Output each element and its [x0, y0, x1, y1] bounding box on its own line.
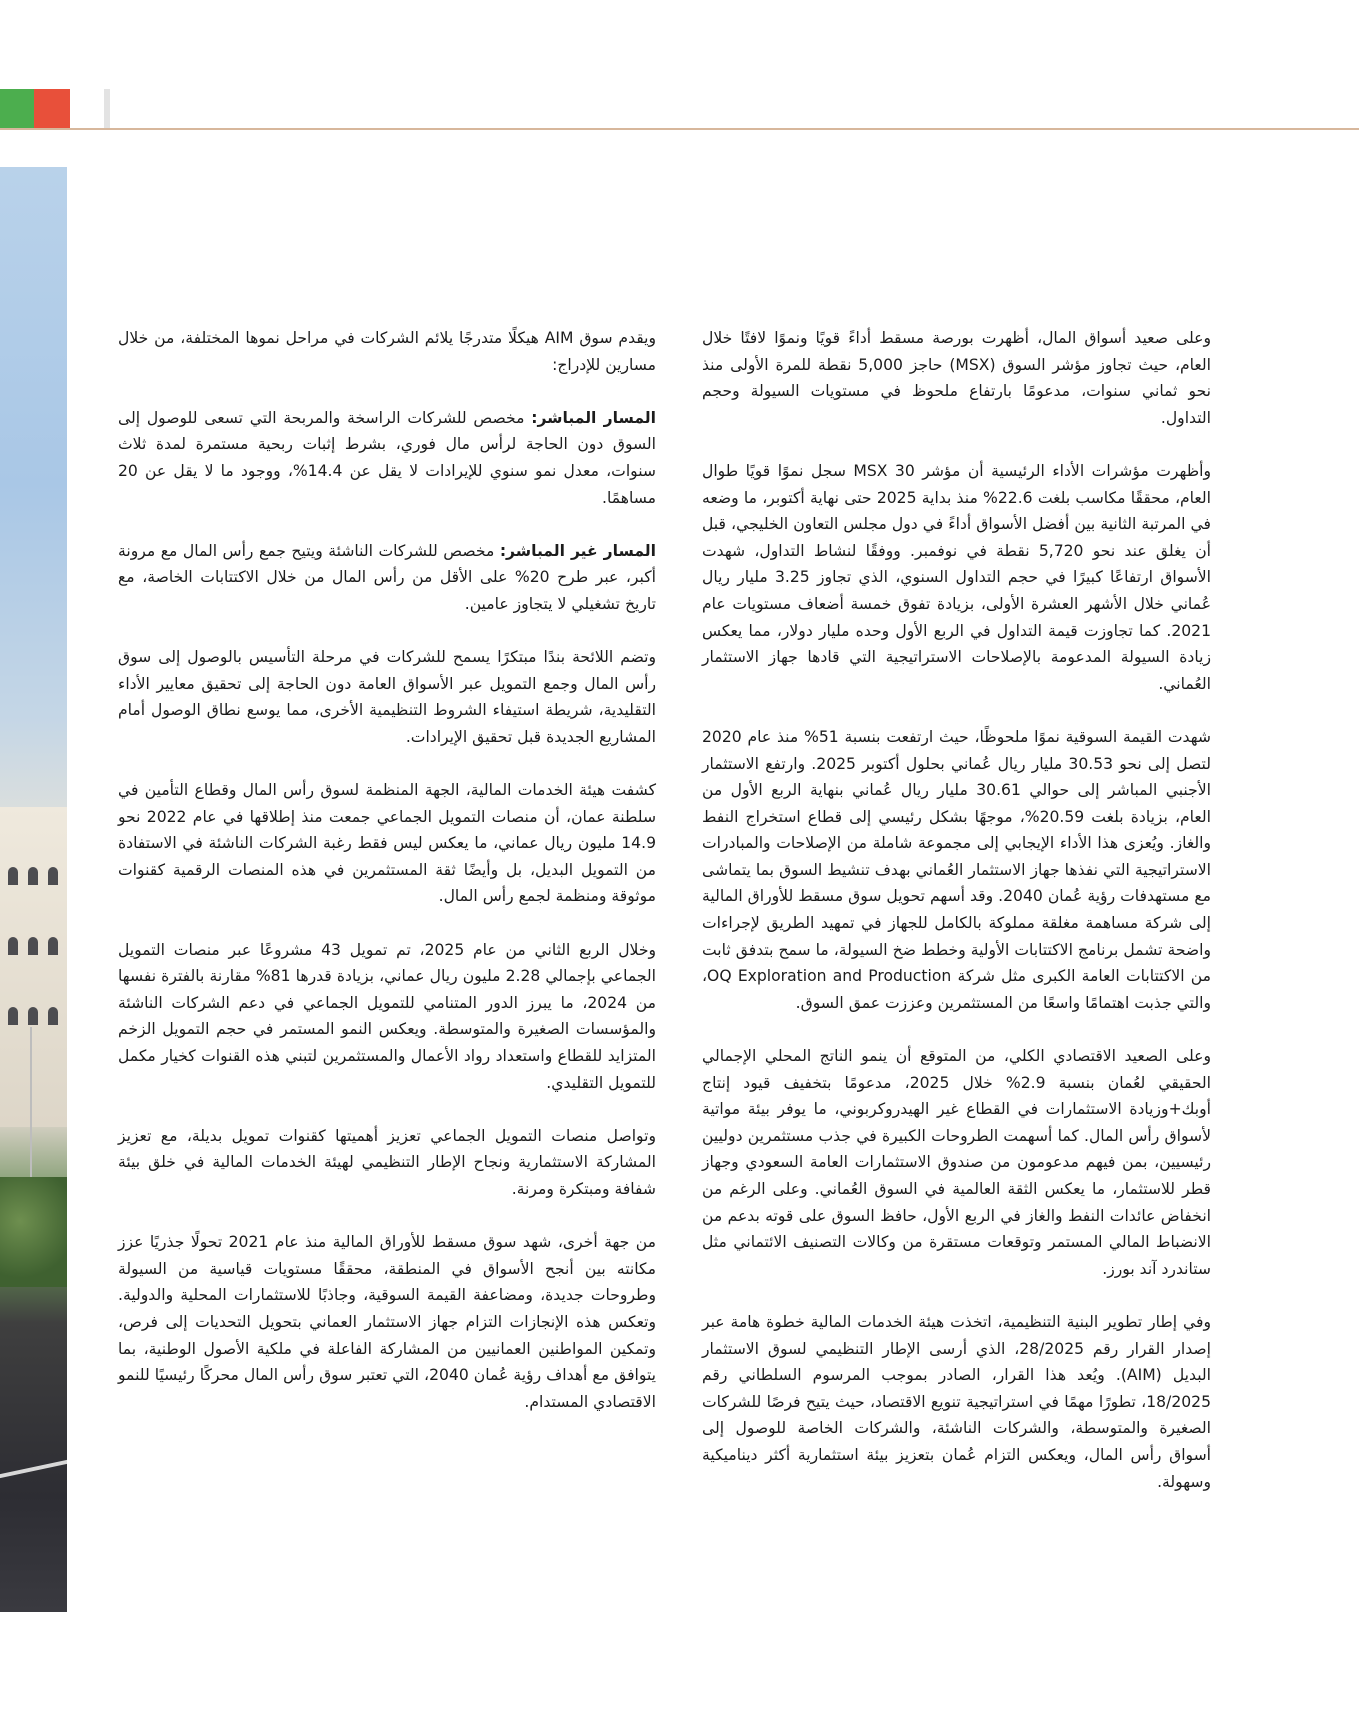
photo-tree	[0, 1177, 67, 1287]
paragraph: من جهة أخرى، شهد سوق مسقط للأوراق المالية منذ عام 2021 تحولًا جذريًا عزز مكانته بين أنجح الأسواق في المنطقة، محققًا مستويات قياسية من السيولة وطروحات جديدة، ومضاعفة القيمة السوقية، وجاذبًا للاستثمارات المحلية والدولية. وتعكس هذه الإنجازات التزام جهاز الاستثمار العماني بتحويل التحديات إلى فرص، وتمكين المواطنين العمانيين من المشاركة الفاعلة في ملكية الأصول الوطنية، بما يتوافق مع أهداف رؤية عُمان 2040، التي تعتبر سوق رأس المال محركًا رئيسيًا للنمو الاقتصادي المستدام.	[118, 1233, 656, 1411]
photo-window	[28, 937, 38, 955]
header-red-block	[34, 89, 70, 129]
right-text-column	[702, 325, 1211, 1522]
photo-window	[48, 937, 58, 955]
photo-window	[8, 1007, 18, 1025]
paragraph-direct-track	[118, 405, 656, 511]
direct-track-text: مخصص للشركات الراسخة والمربحة التي تسعى للوصول إلى السوق دون الحاجة لرأس مال فوري، بشرط إثبات ربحية مستمرة لمدة ثلاث سنوات، معدل نمو سنوي للإيرادات لا يقل عن 14.4%، ووجود ما لا يقل عن 20 مساهمًا.	[118, 408, 656, 507]
paragraph: وعلى الصعيد الاقتصادي الكلي، من المتوقع أن ينمو الناتج المحلي الإجمالي الحقيقي لعُمان بنسبة 2.9% خلال 2025، مدعومًا بتخفيف قيود إنتاج أوبك+وزيادة الاستثمارات في القطاع غير الهيدروكربوني، ما يوفر بيئة مواتية لأسواق رأس المال. كما أسهمت الطروحات الكبيرة في جذب مستثمرين دوليين رئيسيين، بمن فيهم مدعومون من صندوق الاستثمارات العامة السعودي وجهاز قطر للاستثمار، ما يعكس الثقة العالمية في السوق العُماني. وعلى الرغم من انخفاض عائدات النفط والغاز في الربع الأول، حافظ السوق على قوته بدعم من الانضباط المالي المستمر وتوقعات مستقرة من وكالات التصنيف الائتماني مثل ستاندرد آند بورز.	[702, 1047, 1211, 1278]
header-rule	[0, 128, 1359, 130]
paragraph: كشفت هيئة الخدمات المالية، الجهة المنظمة لسوق رأس المال وقطاع التأمين في سلطنة عمان، أن منصات التمويل الجماعي جمعت منذ إطلاقها في عام 2022 نحو 14.9 مليون ريال عماني، ما يعكس ليس فقط رغبة الشركات الناشئة في الاستفادة من التمويل البديل، بل وأيضًا ثقة المستثمرين في هذه المنصات الرقمية كقنوات موثوقة ومنظمة لجمع رأس المال.	[118, 781, 657, 906]
direct-track-label: المسار المباشر:	[531, 408, 656, 427]
paragraph: ويقدم سوق AIM هيكلًا متدرجًا يلائم الشركات في مراحل نموها المختلفة، من خلال مسارين للإدراج:	[118, 329, 657, 374]
paragraph: وأظهرت مؤشرات الأداء الرئيسية أن مؤشر MSX 30 سجل نموًا قويًا طوال العام، محققًا مكاسب بلغت 22.6% منذ بداية 2025 حتى نهاية أكتوبر، ما وضعه في المرتبة الثانية بين أفضل الأسواق أداءً في دول مجلس التعاون الخليجي، قبل أن يغلق عند نحو 5,720 نقطة في نوفمبر. ووفقًا لنشاط التداول، شهدت الأسواق ارتفاعًا كبيرًا في حجم التداول السنوي، الذي تجاوز 3.25 مليار ريال عُماني خلال الأشهر العشرة الأولى، بزيادة تفوق خمسة أضعاف مستويات عام 2021. كما تجاوزت قيمة التداول في الربع الأول وحده مليار دولار، مما يعكس زيادة السيولة المدعومة بالإصلاحات الاستراتيجية التي قادها جهاز الاستثمار العُماني.	[702, 461, 1211, 693]
photo-road-marking	[0, 1460, 67, 1478]
photo-building	[0, 807, 67, 1127]
paragraph: شهدت القيمة السوقية نموًا ملحوظًا، حيث ارتفعت بنسبة 51% منذ عام 2020 لتصل إلى نحو 30.53 مليار ريال عُماني بحلول أكتوبر 2025. وارتفع الاستثمار الأجنبي المباشر إلى حوالي 30.61 مليار ريال عُماني بنهاية الربع الأول من العام، بزيادة بلغت 20.59%، موجهًا بشكل رئيسي إلى قطاع استخراج النفط والغاز. ويُعزى هذا الأداء الإيجابي إلى مجموعة شاملة من الإصلاحات والمبادرات الاستراتيجية التي نفذها جهاز الاستثمار العُماني بهدف تنشيط السوق بما يتماشى مع مستهدفات رؤية عُمان 2040. وقد أسهم تحويل سوق مسقط للأوراق المالية إلى شركة مساهمة مغلقة مملوكة بالكامل للجهاز في تمهيد الطريق لإجراءات واضحة تشمل برنامج الاكتتابات الأولية وخطط ضخ السيولة، ما سمح بتدفق ثابت من الاكتتابات العامة الكبرى مثل شركة OQ Exploration and Production، والتي جذبت اهتمامًا واسعًا من المستثمرين وعززت عمق السوق.	[702, 727, 1211, 1012]
left-text-column	[118, 325, 656, 1442]
photo-window	[28, 867, 38, 885]
header-green-block	[0, 89, 34, 129]
paragraph: وتواصل منصات التمويل الجماعي تعزيز أهميتها كقنوات تمويل بديلة، مع تعزيز المشاركة الاستثمارية ونجاح الإطار التنظيمي لهيئة الخدمات المالية في خلق بيئة شفافة ومبتكرة ومرنة.	[118, 1126, 656, 1198]
photo-window	[8, 937, 18, 955]
photo-window	[8, 867, 18, 885]
paragraph: وفي إطار تطوير البنية التنظيمية، اتخذت هيئة الخدمات المالية خطوة هامة عبر إصدار القرار رقم 28/2025، الذي أرسى الإطار التنظيمي لسوق الاستثمار البديل (AIM). ويُعد هذا القرار، الصادر بموجب المرسوم السلطاني رقم 18/2025، تطورًا مهمًا في استراتيجية تنويع الاقتصاد، حيث يتيح فرصًا للشركات الصغيرة والمتوسطة، والشركات الناشئة، والشركات الخاصة للوصول إلى أسواق رأس المال، ويعكس التزام عُمان بتعزيز بيئة استثمارية أكثر ديناميكية وسهولة.	[702, 1312, 1211, 1491]
paragraph: وخلال الربع الثاني من عام 2025، تم تمويل 43 مشروعًا عبر منصات التمويل الجماعي بإجمالي 2.28 مليون ريال عماني، بزيادة قدرها 81% مقارنة بالفترة نفسها من 2024، ما يبرز الدور المتنامي للتمويل الجماعي في دعم الشركات الناشئة والمؤسسات الصغيرة والمتوسطة. ويعكس النمو المستمر في حجم التمويل الزخم المتزايد للقطاع واستعداد رواد الأعمال والمستثمرين لتبني هذه القنوات كخيار مكمل للتمويل التقليدي.	[118, 940, 657, 1092]
header-gray-marker	[104, 89, 110, 129]
indirect-track-text: مخصص للشركات الناشئة ويتيح جمع رأس المال مع مرونة أكبر، عبر طرح 20% على الأقل من رأس المال من خلال الاكتتابات الخاصة، مع تاريخ تشغيلي لا يتجاوز عامين.	[118, 541, 656, 613]
side-photo	[0, 167, 67, 1612]
photo-window	[48, 867, 58, 885]
indirect-track-label: المسار غير المباشر:	[499, 541, 656, 560]
paragraph: وتضم اللائحة بندًا مبتكرًا يسمح للشركات في مرحلة التأسيس بالوصول إلى سوق رأس المال وجمع التمويل عبر الأسواق العامة دون الحاجة إلى تحقيق معايير الأداء التقليدية، شريطة استيفاء الشروط التنظيمية الأخرى، مما يوسع نطاق الوصول أمام المشاريع الجديدة قبل تحقيق الإيرادات.	[118, 648, 656, 746]
paragraph-indirect-track	[118, 538, 656, 618]
photo-window	[28, 1007, 38, 1025]
photo-window	[48, 1007, 58, 1025]
paragraph: وعلى صعيد أسواق المال، أظهرت بورصة مسقط أداءً قويًا ونموًا لافتًا خلال العام، حيث تجاوز مؤشر السوق (MSX) حاجز 5,000 نقطة للمرة الأولى منذ نحو ثماني سنوات، مدعومًا بارتفاع ملحوظ في مستويات السيولة وحجم التداول.	[702, 329, 1211, 427]
